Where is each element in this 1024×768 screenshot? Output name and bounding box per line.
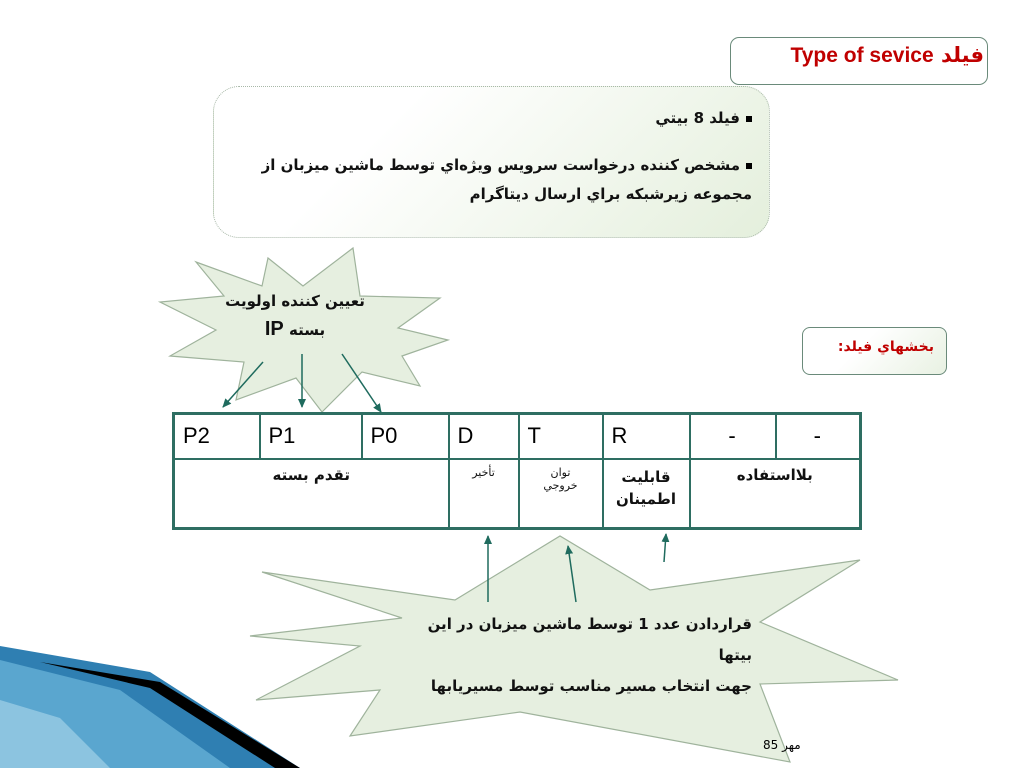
label-precedence: تقدم بسته xyxy=(174,459,449,529)
bit-cell-p1: P1 xyxy=(260,414,362,459)
label-reliability xyxy=(603,459,690,529)
bullet-item-2 xyxy=(252,151,752,209)
bit-cell-unused-1: - xyxy=(690,414,776,459)
bullet-2-text: مشخص كننده درخواست سرويس ويژه‌اي توسط ماشين ميزبان از مجموعه زيرشبكه براي ارسال ديتاگرام xyxy=(261,156,752,203)
title-latin: Type of sevice xyxy=(790,44,934,67)
reliability-line-1: قابليت xyxy=(621,467,671,486)
throughput-line-1: توان xyxy=(550,465,571,479)
label-unused: بلااستفاده xyxy=(690,459,861,529)
priority-line-1: تعيين كننده اولويت xyxy=(225,292,365,310)
bullet-item-1 xyxy=(282,104,752,133)
footer-year: 85 xyxy=(763,738,779,752)
field-parts-label: بخشهاي فيلد: xyxy=(837,339,934,355)
priority-callout-text xyxy=(190,287,400,344)
bottom-line-2: جهت انتخاب مسير مناسب توسط مسيريابها xyxy=(430,677,752,695)
bottom-callout-text xyxy=(390,609,752,702)
bit-cell-unused-2: - xyxy=(776,414,861,459)
bullet-1-text: فيلد 8 بيتي xyxy=(655,109,740,127)
footer-month: مهر xyxy=(782,738,801,752)
label-throughput xyxy=(519,459,603,529)
title-persian: فيلد xyxy=(940,43,984,67)
throughput-line-2: خروجي xyxy=(543,478,578,492)
slide-title xyxy=(790,43,984,68)
bit-cell-d: D xyxy=(449,414,519,459)
bit-cell-p0: P0 xyxy=(362,414,449,459)
bottom-line-1: قراردادن عدد 1 توسط ماشين ميزبان در اين بيتها xyxy=(427,615,752,664)
label-delay: تأخير xyxy=(449,459,519,529)
bit-header-row xyxy=(174,414,861,459)
bit-cell-t: T xyxy=(519,414,603,459)
bit-cell-r: R xyxy=(603,414,690,459)
priority-line-2 xyxy=(190,315,400,344)
tos-bits-table xyxy=(172,412,862,530)
reliability-line-2: اطمينان xyxy=(615,489,676,508)
priority-word-packet: بسته xyxy=(289,321,326,339)
bit-label-row xyxy=(174,459,861,529)
bullet-square-icon xyxy=(746,116,752,122)
bit-cell-p2: P2 xyxy=(174,414,260,459)
bullet-square-icon xyxy=(746,163,752,169)
priority-word-ip: IP xyxy=(264,318,284,340)
slide-footer xyxy=(763,738,801,752)
